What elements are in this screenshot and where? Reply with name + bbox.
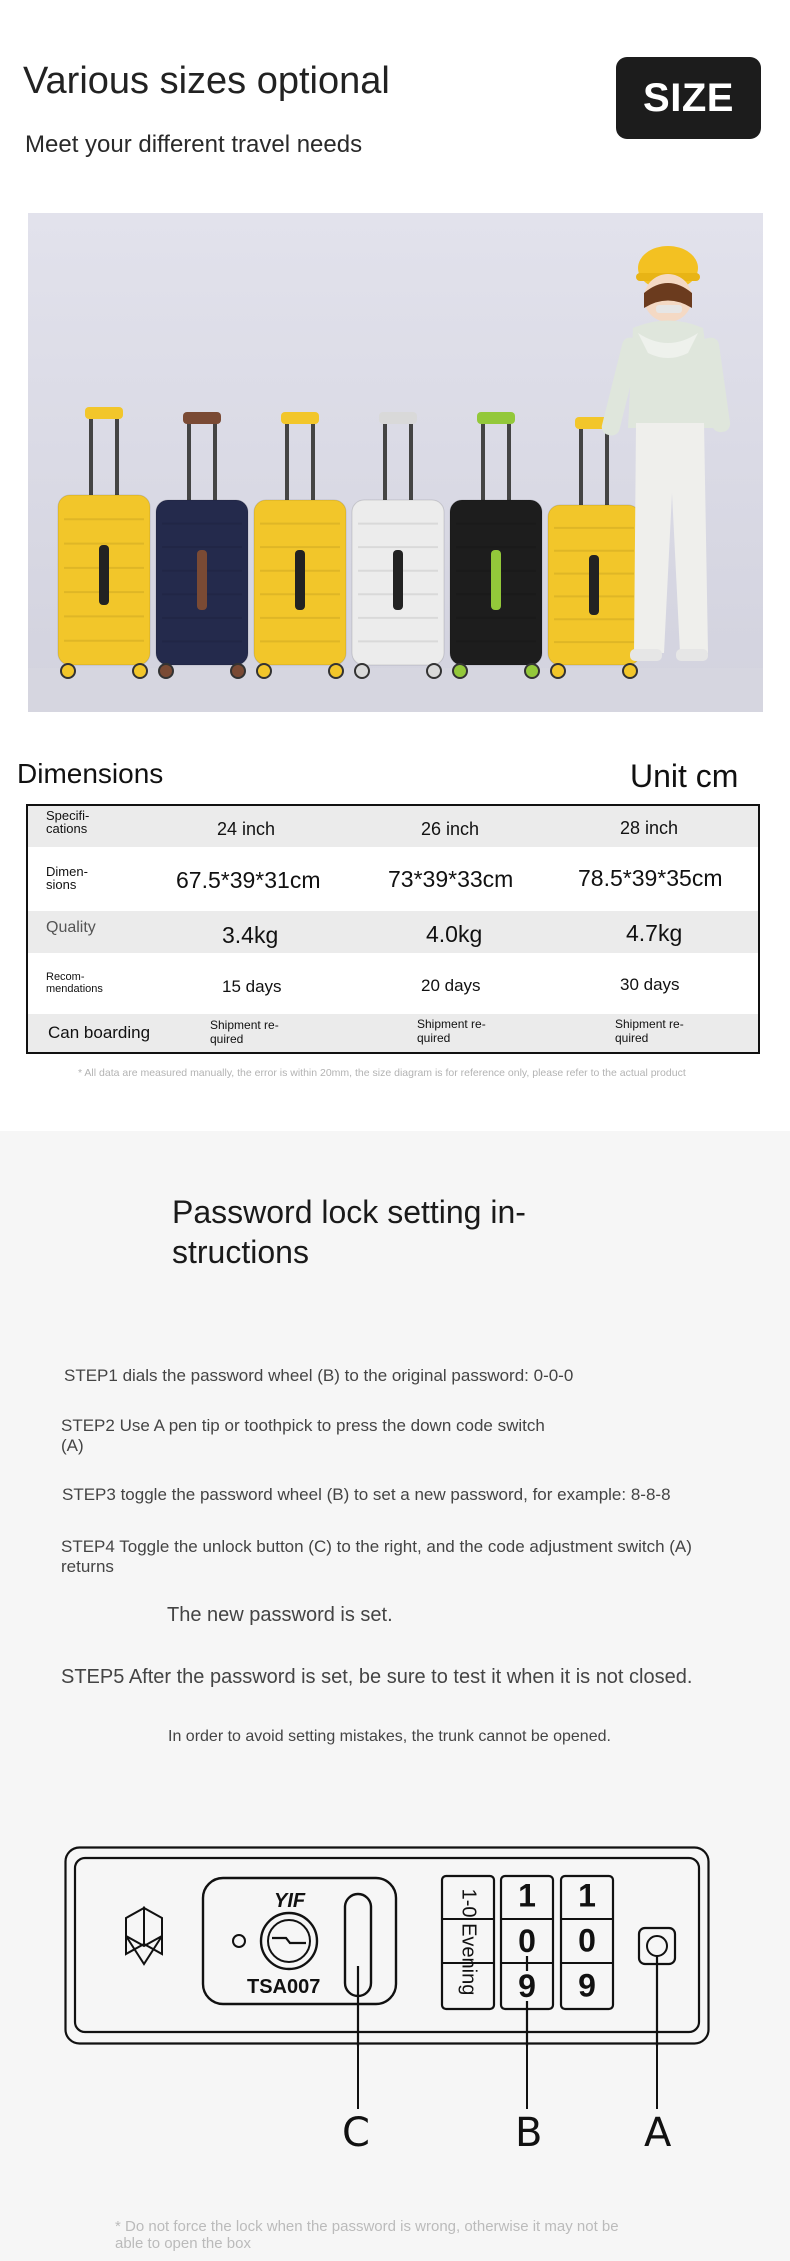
table-cell: Shipment re- quired <box>417 1017 486 1045</box>
lock-footnote: * Do not force the lock when the password is wrong, otherwise it may not be able to open the box <box>115 2218 619 2252</box>
lock-model: TSA007 <box>247 1976 321 1998</box>
dimensions-table <box>26 804 760 1054</box>
step-4: STEP4 Toggle the unlock button (C) to the right, and the code adjustment switch (A) returns <box>61 1537 692 1576</box>
label-b: B <box>515 2110 543 2156</box>
wheel-2-digit: 1 <box>518 1877 536 1914</box>
table-row <box>28 911 758 953</box>
wheel-3-digit: 1 <box>578 1877 596 1914</box>
lock-brand: YIF <box>274 1890 306 1912</box>
step-2: STEP2 Use A pen tip or toothpick to press the down code switch (A) <box>61 1416 545 1455</box>
row-label: Dimen- sions <box>46 864 88 892</box>
lock-drawing <box>64 1846 710 2046</box>
step-3: STEP3 toggle the password wheel (B) to set a new password, for example: 8-8-8 <box>62 1485 671 1504</box>
step-1: STEP1 dials the password wheel (B) to the original password: 0-0-0 <box>64 1366 574 1385</box>
table-cell: 24 inch <box>217 819 276 839</box>
step-5: STEP5 After the password is set, be sure to test it when it is not closed. <box>61 1666 693 1688</box>
row-label: Quality <box>46 919 96 936</box>
table-cell: 3.4kg <box>222 922 279 948</box>
label-a: A <box>644 2110 672 2156</box>
table-cell: Shipment re- quired <box>210 1018 279 1046</box>
lock-diagram <box>64 1846 710 2046</box>
table-cell: 30 days <box>620 975 680 994</box>
table-cell: 28 inch <box>620 818 679 838</box>
table-cell: 4.0kg <box>426 921 483 947</box>
leader-line-c <box>357 2046 359 2109</box>
wheel-2-digit: 9 <box>518 1968 536 2004</box>
table-cell: 78.5*39*35cm <box>578 865 723 891</box>
table-cell: 73*39*33cm <box>388 866 514 892</box>
page-title: Various sizes optional <box>23 60 390 102</box>
wheel-2-digit: 0 <box>518 1923 536 1959</box>
wheel-1-text: 1-0 Evening <box>457 1888 480 1996</box>
avoid-note: In order to avoid setting mistakes, the trunk cannot be opened. <box>168 1728 611 1745</box>
password-section <box>0 1131 790 2261</box>
label-c: C <box>342 2110 370 2156</box>
table-cell: 26 inch <box>421 819 480 839</box>
row-label: Specifi- cations <box>46 808 90 836</box>
wheel-3-digit: 0 <box>578 1922 596 1959</box>
table-row <box>28 1014 758 1052</box>
table-row <box>28 806 758 847</box>
size-badge: SIZE <box>616 57 761 139</box>
table-row <box>28 847 758 911</box>
leader-line-a <box>656 2046 658 2109</box>
table-row <box>28 953 758 1014</box>
table-cell: 15 days <box>222 977 282 996</box>
password-title: Password lock setting in- structions <box>172 1194 526 1270</box>
table-cell: 20 days <box>421 976 481 995</box>
table-cell: 4.7kg <box>626 920 683 946</box>
unit-label: Unit cm <box>630 758 739 794</box>
page-subtitle: Meet your different travel needs <box>25 131 363 158</box>
suitcase-lineup-illustration <box>28 213 763 712</box>
wheel-3-digit: 9 <box>578 1967 596 2004</box>
table-cell: 67.5*39*31cm <box>176 867 321 893</box>
table-cell: Shipment re- quired <box>615 1017 684 1045</box>
dimensions-footnote: * All data are measured manually, the error is within 20mm, the size diagram is for reference only, please refer to the actual product <box>78 1067 686 1079</box>
dimensions-title: Dimensions <box>17 758 164 789</box>
leader-line-b <box>526 2046 528 2109</box>
row-label: Can boarding <box>48 1023 151 1042</box>
hero-photo <box>28 213 763 712</box>
row-label: Recom- mendations <box>46 971 103 995</box>
password-set-note: The new password is set. <box>167 1604 393 1626</box>
